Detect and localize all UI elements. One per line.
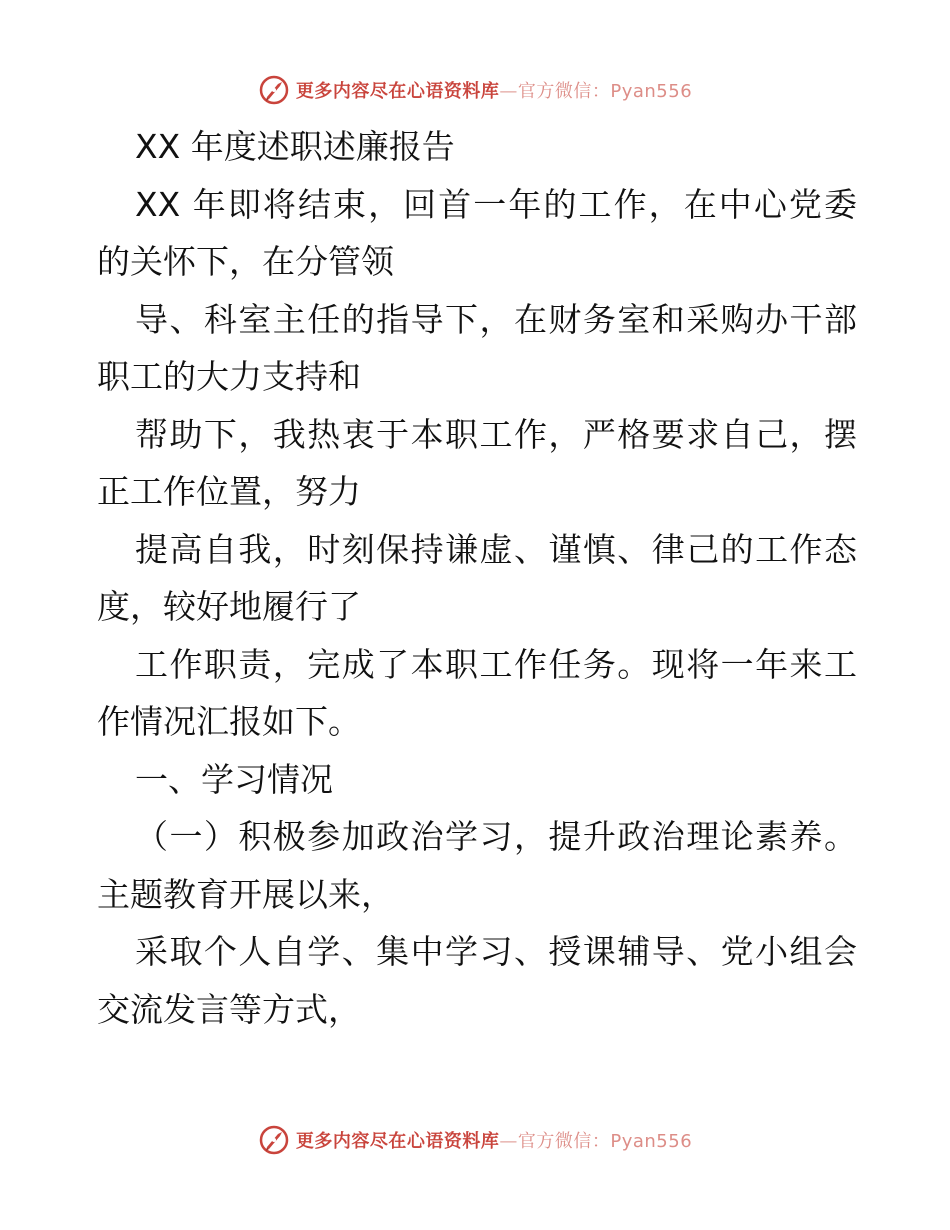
watermark-official: 官方微信： [517, 1131, 611, 1152]
watermark-wechat-id: Pyan556 [610, 81, 693, 102]
paragraph-line: 度，较好地履行了 [97, 587, 361, 626]
document-body [97, 118, 857, 1038]
paragraph-line: 作情况汇报如下。 [97, 702, 361, 741]
watermark-separator: — [499, 81, 518, 102]
watermark-brand: 更多内容尽在心语资料库 [295, 1131, 500, 1152]
paragraph-line: 工作职责，完成了本职工作任务。现将一年来工 [135, 644, 857, 684]
watermark-separator: — [499, 1131, 518, 1152]
pen-quill-icon [258, 74, 290, 106]
paragraph-line: 帮助下，我热衷于本职工作，严格要求自己，摆 [135, 414, 857, 454]
watermark-official: 官方微信： [517, 81, 611, 102]
paragraph-line: 交流发言等方式， [97, 989, 361, 1029]
subsection-heading: （一）积极参加政治学习，提升政治理论素养。 [135, 817, 857, 856]
paragraph-line: 主题教育开展以来， [97, 874, 394, 914]
pen-quill-icon [258, 1124, 290, 1156]
header-watermark [0, 70, 950, 110]
paragraph-line: XX 年即将结束，回首一年的工作，在中心党委 [135, 184, 857, 224]
watermark-text [296, 1127, 692, 1153]
footer-watermark [0, 1120, 950, 1160]
section-heading: 一、学习情况 [135, 759, 333, 799]
watermark-brand: 更多内容尽在心语资料库 [295, 81, 500, 102]
paragraph-line: 导、科室主任的指导下，在财务室和采购办干部 [135, 299, 857, 339]
paragraph-line: 提高自我，时刻保持谦虚、谨慎、律己的工作态 [135, 529, 857, 569]
paragraph-line: 采取个人自学、集中学习、授课辅导、党小组会 [135, 932, 857, 971]
watermark-wechat-id: Pyan556 [610, 1131, 693, 1152]
paragraph-line: 职工的大力支持和 [97, 357, 361, 396]
paragraph-line: 的关怀下，在分管领 [97, 242, 394, 281]
watermark-text [296, 77, 692, 103]
document-title: XX 年度述职述廉报告 [135, 127, 455, 166]
paragraph-line: 正工作位置，努力 [97, 472, 361, 511]
